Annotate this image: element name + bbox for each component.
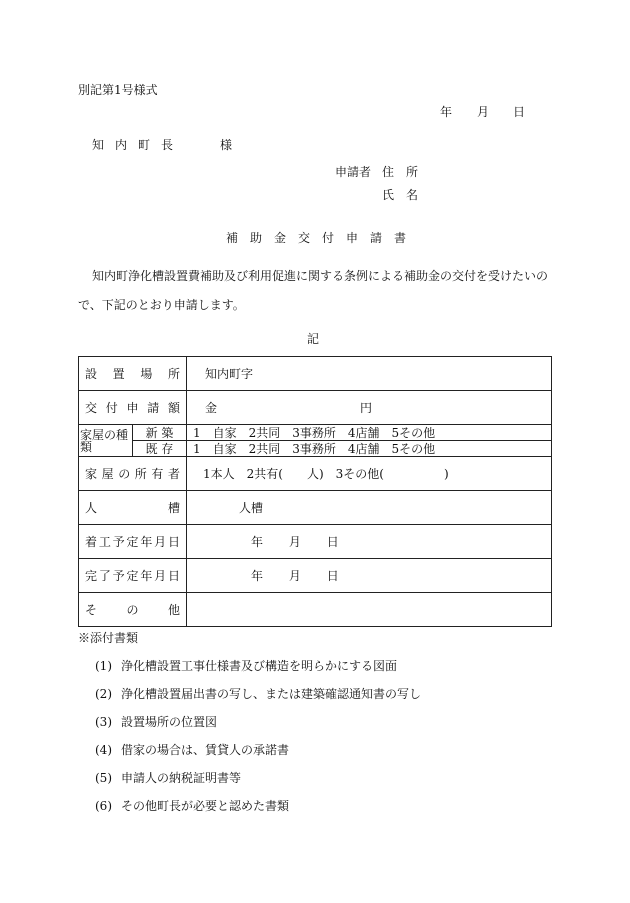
addressee-honorific: 様 [220, 138, 233, 152]
list-item [95, 716, 217, 728]
label-char: 定 [126, 568, 139, 583]
addressee-char: 長 [161, 138, 174, 152]
list-item [95, 800, 289, 812]
label-char: 付 [105, 400, 118, 415]
label-char: そ [85, 602, 98, 617]
label-char: 置 [112, 366, 125, 381]
start-date-field[interactable] [187, 525, 552, 559]
addressee-char: 町 [138, 138, 151, 152]
body-text-line1: 知内町浄化槽設置費補助及び利用促進に関する条例による補助金の交付を受けたいの [92, 269, 549, 283]
row-start-date [79, 525, 552, 559]
label-char: 額 [167, 400, 180, 415]
row-owner [79, 457, 552, 491]
end-date-label [79, 559, 187, 593]
label-char: 槽 [167, 500, 180, 515]
attachment-text: 設置場所の位置図 [121, 715, 218, 729]
owner-field[interactable] [187, 457, 552, 491]
label-char: 有 [151, 466, 164, 481]
label-char: 設 [85, 366, 98, 381]
row-location [79, 357, 552, 391]
form-id: 別記第1号様式 [78, 83, 158, 97]
capacity-label [79, 491, 187, 525]
addressee-char: 内 [115, 138, 128, 152]
title-char: 付 [322, 231, 335, 245]
label-char: 家 [85, 466, 98, 481]
row-house-type-existing [79, 441, 552, 457]
attachment-number: (3) [95, 715, 112, 729]
attachment-number: (4) [95, 743, 112, 757]
label-char: 年 [140, 568, 153, 583]
label-char: 月 [154, 534, 167, 549]
applicant-label: 申請者 [335, 165, 372, 179]
list-item [95, 772, 241, 784]
new-construction-label: 新 築 [133, 425, 187, 441]
other-field[interactable] [187, 593, 552, 627]
existing-label: 既 存 [133, 441, 187, 457]
amount-field[interactable] [187, 391, 552, 425]
row-capacity [79, 491, 552, 525]
attachment-text: 浄化槽設置届出書の写し、または建築確認通知書の写し [121, 687, 422, 701]
location-label [79, 357, 187, 391]
title-char: 交 [298, 231, 311, 245]
body-text-line2: で、下記のとおり申請します。 [78, 298, 245, 312]
end-day: 日 [326, 568, 339, 583]
start-year: 年 [251, 534, 264, 549]
existing-options[interactable] [187, 441, 552, 457]
capacity-unit: 人槽 [239, 500, 264, 515]
addressee-char: 知 [92, 138, 105, 152]
attachment-number: (5) [95, 771, 112, 785]
label-char: 着 [85, 534, 98, 549]
date-month-label: 月 [477, 105, 490, 119]
label-char: 所 [134, 466, 147, 481]
label-char: 予 [112, 568, 125, 583]
application-table [78, 356, 552, 627]
options-text: 1 自家 2共同 3事務所 4店舗 5その他 [193, 441, 436, 456]
label-char: 日 [167, 568, 180, 583]
start-date-label [79, 525, 187, 559]
title-char: 請 [370, 231, 383, 245]
options-text: 1 自家 2共同 3事務所 4店舗 5その他 [193, 425, 436, 440]
label-char: 場 [140, 366, 153, 381]
label-char: の [118, 466, 131, 481]
ki-label: 記 [307, 332, 320, 346]
title-char: 補 [226, 231, 239, 245]
start-month: 月 [288, 534, 301, 549]
row-end-date [79, 559, 552, 593]
location-field[interactable] [187, 357, 552, 391]
end-year: 年 [251, 568, 264, 583]
location-value: 知内町字 [205, 366, 254, 381]
label-char: 交 [85, 400, 98, 415]
amount-prefix: 金 [205, 400, 218, 415]
label-char: 月 [154, 568, 167, 583]
label-char: 所 [167, 366, 180, 381]
end-month: 月 [288, 568, 301, 583]
attachment-text: その他町長が必要と認めた書類 [121, 799, 290, 813]
house-type-label: 家屋の種類 [79, 425, 133, 457]
label-char: 定 [126, 534, 139, 549]
attachment-text: 申請人の納税証明書等 [121, 771, 242, 785]
label-char: 人 [85, 500, 98, 515]
attachment-number: (2) [95, 687, 112, 701]
new-construction-options[interactable] [187, 425, 552, 441]
date-year-label: 年 [440, 105, 453, 119]
title-char: 金 [274, 231, 287, 245]
attachments-header: ※添付書類 [78, 631, 139, 645]
other-label [79, 593, 187, 627]
label-char: 日 [167, 534, 180, 549]
capacity-field[interactable] [187, 491, 552, 525]
row-house-type-new [79, 425, 552, 441]
label-char: 者 [167, 466, 180, 481]
start-day: 日 [326, 534, 339, 549]
list-item [95, 688, 421, 700]
attachment-number: (6) [95, 799, 112, 813]
label-char: 完 [85, 568, 98, 583]
label-char: 工 [98, 534, 111, 549]
owner-label [79, 457, 187, 491]
title-char: 申 [346, 231, 359, 245]
owner-value: 1本人 2共有( 人) 3その他( ) [203, 466, 449, 481]
amount-label [79, 391, 187, 425]
title-char: 助 [250, 231, 263, 245]
label-char: 了 [98, 568, 111, 583]
row-amount [79, 391, 552, 425]
list-item [95, 660, 397, 672]
label-char: 他 [167, 602, 180, 617]
date-day-label: 日 [513, 105, 526, 119]
end-date-field[interactable] [187, 559, 552, 593]
label-char: 年 [140, 534, 153, 549]
row-other [79, 593, 552, 627]
label-char: 請 [147, 400, 160, 415]
attachment-text: 浄化槽設置工事仕様書及び構造を明らかにする図面 [121, 659, 398, 673]
label-char: 屋 [101, 466, 114, 481]
title-char: 書 [394, 231, 407, 245]
label-char: 申 [126, 400, 139, 415]
attachment-text: 借家の場合は、賃貸人の承諾書 [121, 743, 290, 757]
label-char: 予 [112, 534, 125, 549]
label-char: の [126, 602, 139, 617]
amount-unit: 円 [360, 400, 373, 415]
attachment-number: (1) [95, 659, 112, 673]
list-item [95, 744, 289, 756]
applicant-name-label: 氏 名 [382, 188, 419, 202]
applicant-address-label: 住 所 [382, 165, 419, 179]
